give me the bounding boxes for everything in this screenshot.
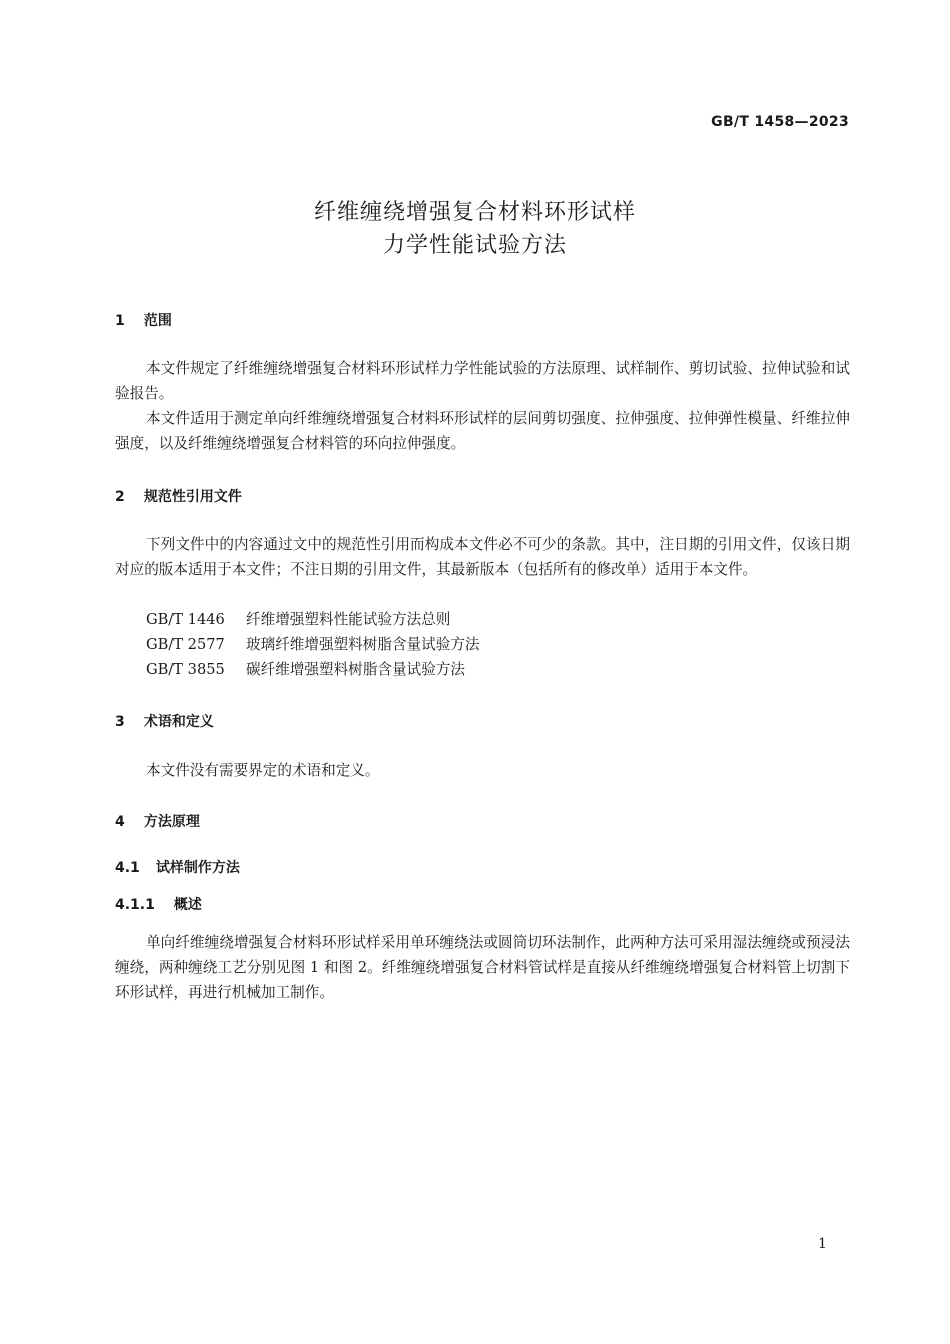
section-4-heading (115, 811, 200, 831)
title-line-2: 力学性能试验方法 (382, 233, 567, 258)
reference-item (146, 632, 480, 657)
section-number: 4 (115, 814, 125, 830)
reference-item (146, 607, 450, 632)
section-1-paragraph-1: 本文件规定了纤维缠绕增强复合材料环形试样力学性能试验的方法原理、试样制作、剪切试验、拉伸试验和试验报告。 (115, 360, 850, 402)
section-number: 2 (115, 489, 125, 505)
reference-title: 玻璃纤维增强塑料树脂含量试验方法 (246, 636, 480, 653)
section-4-1-1-heading (115, 894, 202, 914)
document-title (0, 196, 950, 262)
section-2-paragraph-1: 下列文件中的内容通过文中的规范性引用而构成本文件必不可少的条款。其中，注日期的引用文件，仅该日期对应的版本适用于本文件；不注日期的引用文件，其最新版本（包括所有的修改单）适用于本文件。 (115, 536, 850, 578)
reference-code: GB/T 2577 (146, 636, 225, 653)
title-line-1: 纤维缠绕增强复合材料环形试样 (313, 200, 636, 225)
section-title: 试样制作方法 (155, 860, 240, 876)
section-number: 4.1.1 (115, 897, 155, 913)
reference-code: GB/T 3855 (146, 661, 225, 678)
section-4-1-1-paragraph-1: 单向纤维缠绕增强复合材料环形试样采用单环缠绕法或圆筒切环法制作，此两种方法可采用湿法缠绕或预浸法缠绕，两种缠绕工艺分别见图 1 和图 2。纤维缠绕增强复合材料管试样是直接从纤维缠绕增强复合材料管上切割下环形试样，再进行机械加工制作。 (115, 934, 850, 1001)
section-3-paragraph-1: 本文件没有需要界定的术语和定义。 (146, 762, 380, 779)
section-title: 范围 (143, 313, 172, 329)
section-1-heading (115, 310, 172, 330)
section-number: 1 (115, 313, 125, 329)
standard-code: GB/T 1458—2023 (711, 114, 849, 130)
section-1-paragraph-2: 本文件适用于测定单向纤维缠绕增强复合材料环形试样的层间剪切强度、拉伸强度、拉伸弹性模量、纤维拉伸强度，以及纤维缠绕增强复合材料管的环向拉伸强度。 (115, 410, 850, 452)
reference-item (146, 657, 465, 682)
section-4-1-heading (115, 857, 240, 877)
section-title: 方法原理 (143, 814, 200, 830)
reference-title: 碳纤维增强塑料树脂含量试验方法 (246, 661, 465, 678)
section-title: 规范性引用文件 (143, 489, 242, 505)
section-title: 概述 (173, 897, 202, 913)
section-number: 4.1 (115, 860, 140, 876)
section-number: 3 (115, 714, 125, 730)
section-2-heading (115, 486, 242, 506)
reference-title: 纤维增强塑料性能试验方法总则 (246, 611, 451, 628)
page-number: 1 (818, 1236, 827, 1252)
section-title: 术语和定义 (143, 714, 214, 730)
section-3-heading (115, 711, 214, 731)
reference-code: GB/T 1446 (146, 611, 225, 628)
